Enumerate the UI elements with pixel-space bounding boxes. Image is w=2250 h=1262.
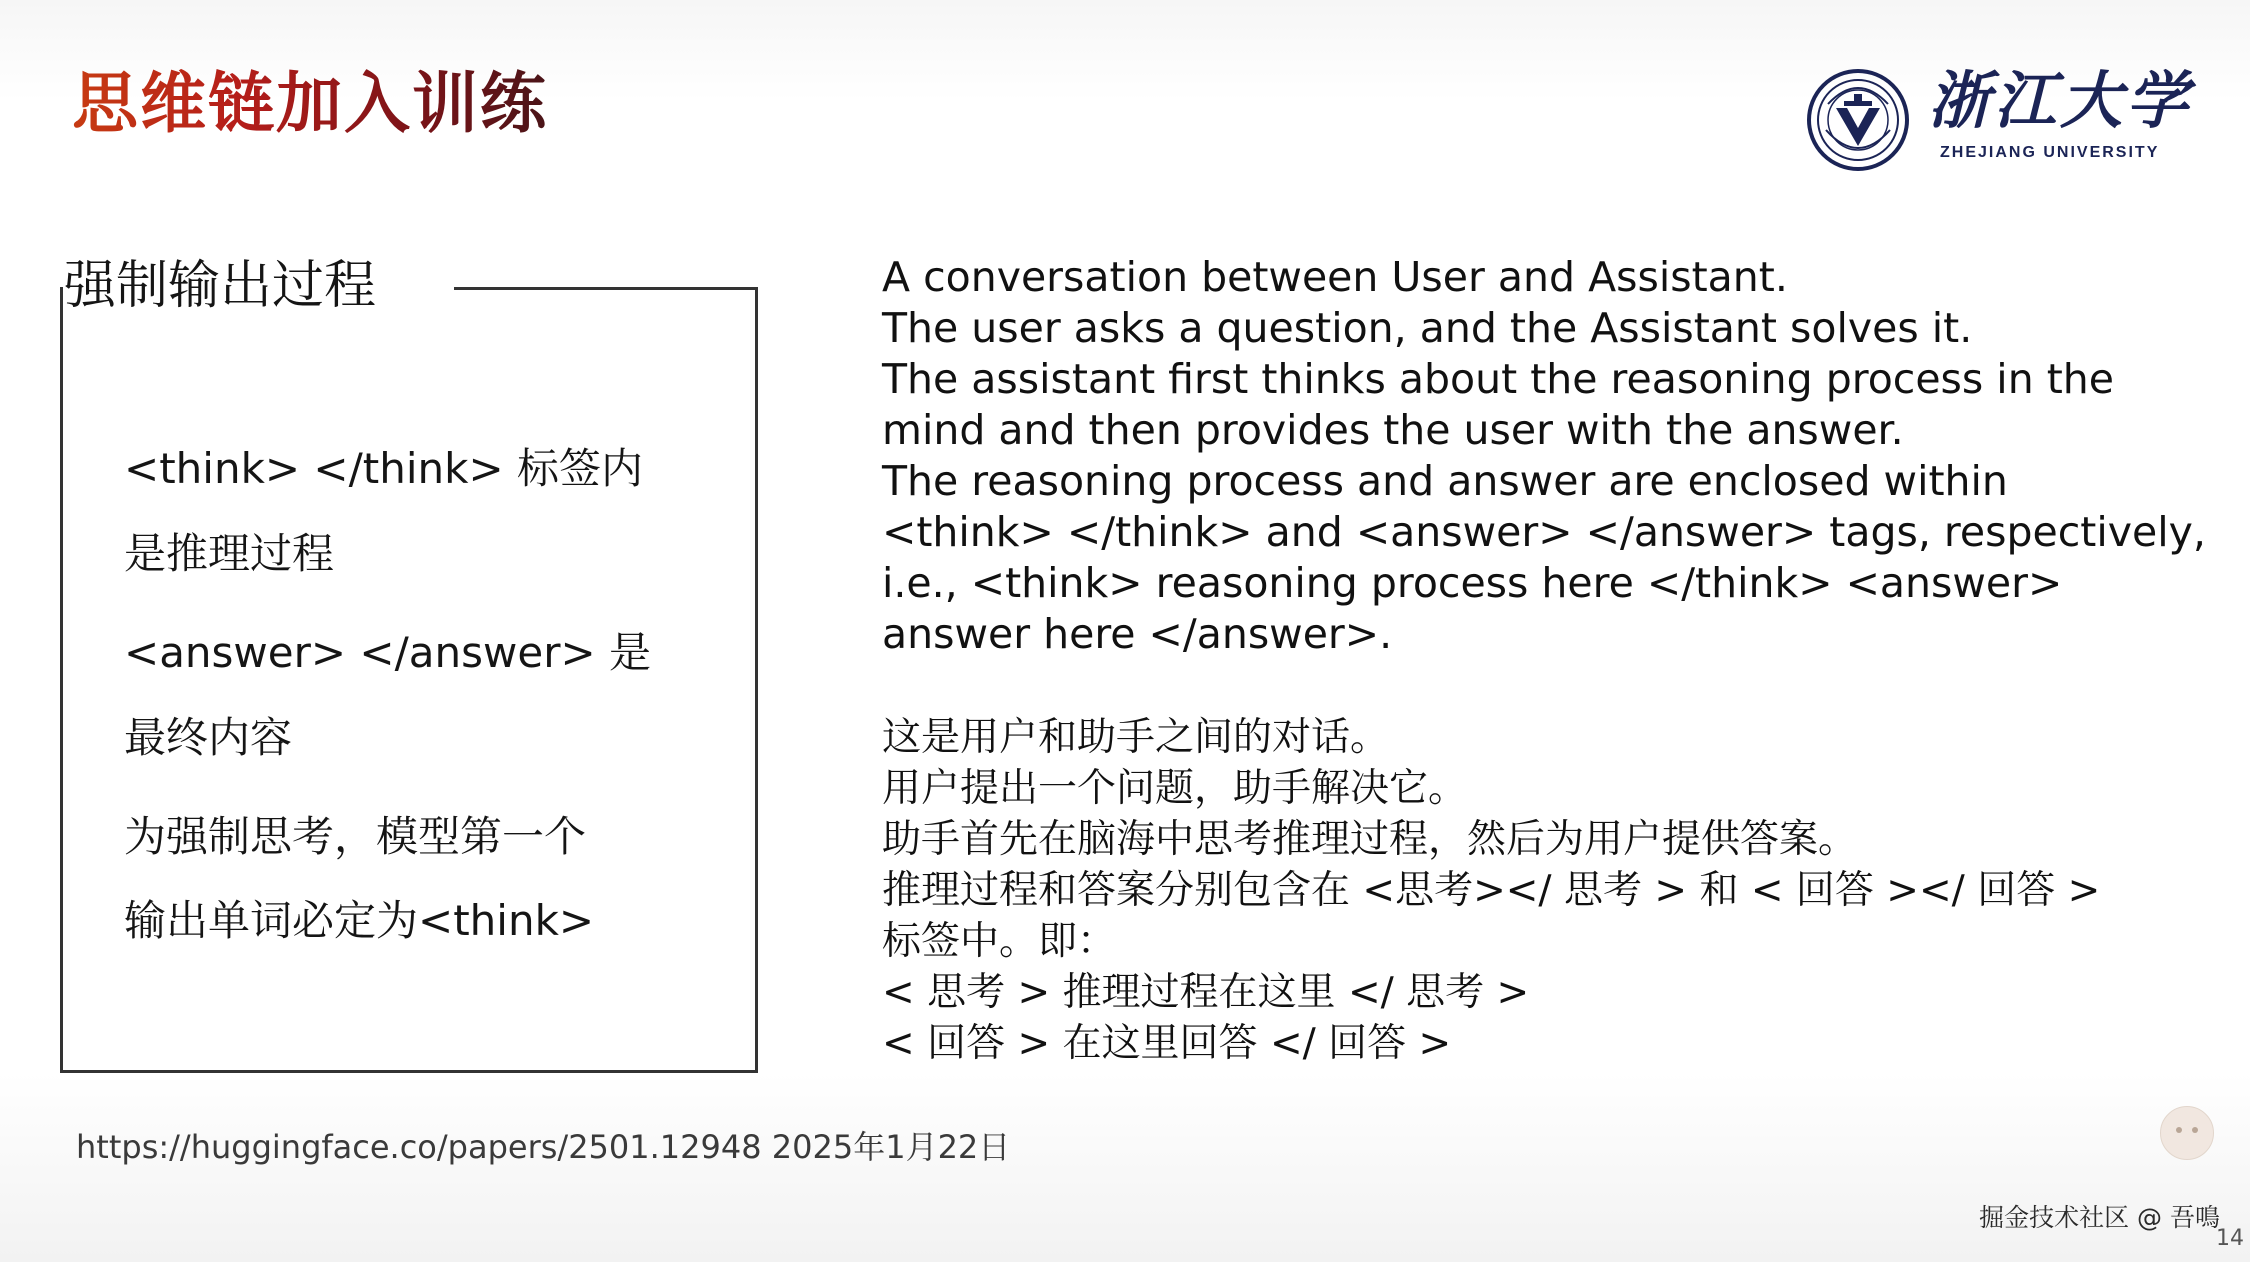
forced-output-box (60, 287, 758, 1073)
page-number: 14 (2216, 1226, 2244, 1251)
avatar-icon (2160, 1106, 2214, 1160)
avatar-eye (2176, 1127, 2182, 1133)
chinese-line: 助手首先在脑海中思考推理过程，然后为用户提供答案。 (882, 817, 1858, 862)
chinese-prompt (882, 712, 2142, 1069)
english-line: answer here </answer>. (882, 610, 1393, 658)
box-top-border (454, 287, 758, 290)
university-name-en: ZHEJIANG UNIVERSITY (1940, 144, 2160, 161)
box-item-force-think: 为强制思考，模型第一个 (124, 812, 587, 861)
box-heading: 强制输出过程 (64, 256, 377, 316)
english-line: A conversation between User and Assistant. (882, 253, 1788, 301)
chinese-line: < 思考 > 推理过程在这里 </ 思考 > (882, 970, 1530, 1015)
english-line: i.e., <think> reasoning process here </think> <answer> (882, 559, 2063, 607)
english-line: mind and then provides the user with the answer. (882, 406, 1904, 454)
box-item-think-tag: <think> </think> 标签内 (124, 444, 644, 493)
chinese-line: 这是用户和助手之间的对话。 (882, 715, 1390, 760)
box-item-answer-desc: 最终内容 (124, 713, 293, 762)
chinese-line: < 回答 > 在这里回答 </ 回答 > (882, 1021, 1452, 1066)
avatar-eye (2192, 1127, 2198, 1133)
english-line: The reasoning process and answer are enclosed within (882, 457, 2008, 505)
watermark-text: 掘金技术社区 @ 吾鳴 (1979, 1203, 2220, 1232)
english-line: <think> </think> and <answer> </answer> tags, respectively, (882, 508, 2206, 556)
box-item-first-token: 输出单词必定为<think> (124, 896, 595, 945)
english-line: The user asks a question, and the Assistant solves it. (882, 304, 1973, 352)
english-prompt (882, 252, 2206, 660)
slide-title: 思维链加入训练 (72, 65, 548, 142)
box-item-think-desc: 是推理过程 (124, 529, 335, 578)
english-line: The assistant first thinks about the reasoning process in the (882, 355, 2115, 403)
chinese-line: 标签中。即： (882, 919, 1117, 964)
university-seal-icon (1806, 68, 1910, 172)
university-name-cn: 浙江大学 (1928, 64, 2193, 137)
box-item-answer-tag: <answer> </answer> 是 (124, 628, 652, 677)
source-link-footer[interactable]: https://huggingface.co/papers/2501.12948 2025年1月22日 (76, 1128, 1011, 1166)
chinese-line: 推理过程和答案分别包含在 <思考></ 思考 > 和 < 回答 ></ 回答 > (882, 868, 2101, 913)
zju-logo (1806, 64, 2193, 174)
chinese-line: 用户提出一个问题，助手解决它。 (882, 766, 1468, 811)
